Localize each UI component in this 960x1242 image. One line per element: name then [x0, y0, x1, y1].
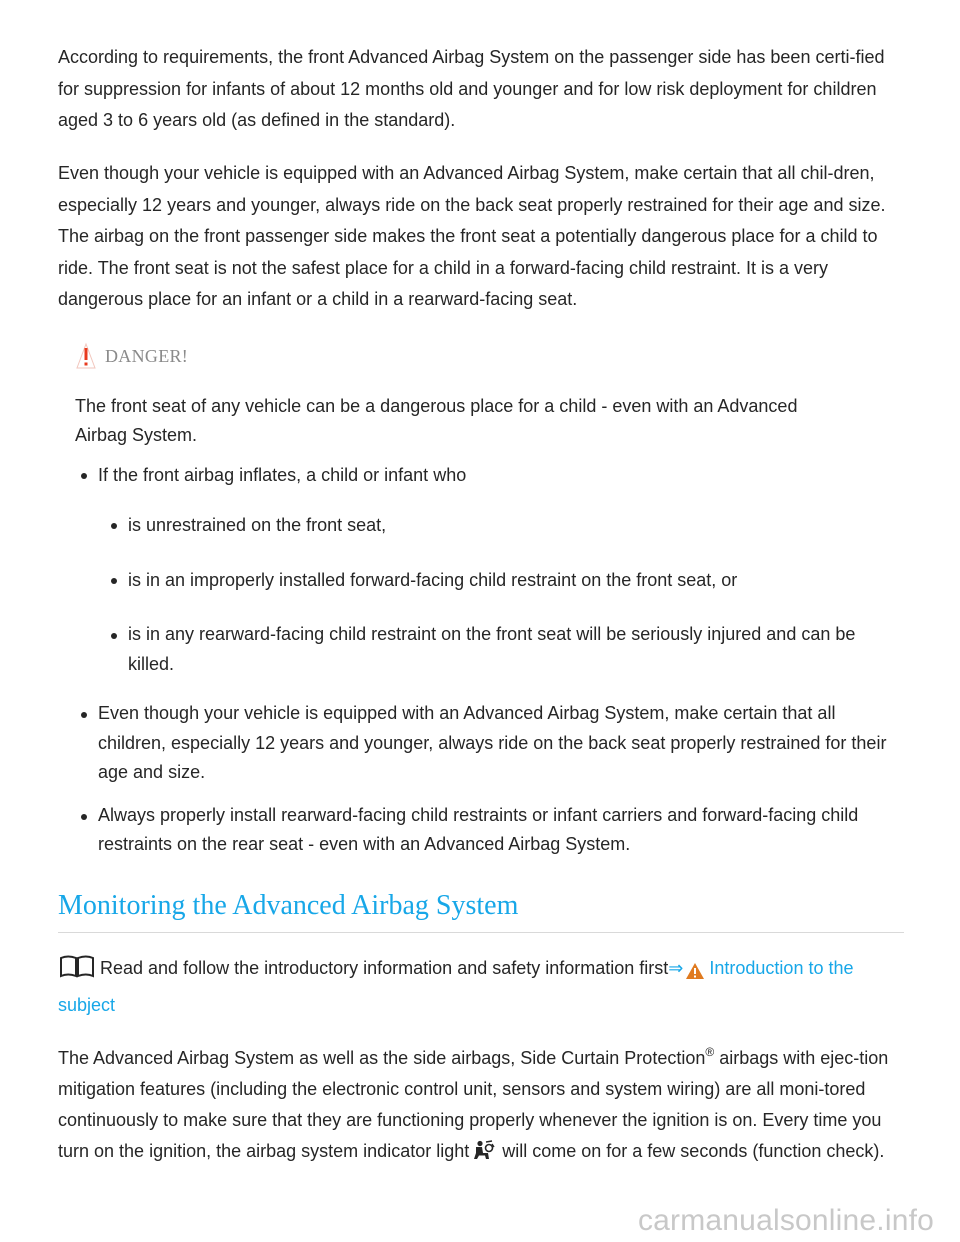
danger-title: DANGER!	[105, 345, 189, 366]
danger-icon	[75, 342, 97, 370]
danger-intro: The front seat of any vehicle can be a dangerous place for a child - even with an Advanced Airbag System.	[75, 396, 798, 445]
intro-text: Read and follow the introductory information and safety information first	[100, 958, 669, 978]
danger-bullet-list	[75, 460, 895, 860]
warning-icon	[685, 959, 705, 990]
section-heading: Monitoring the Advanced Airbag System	[58, 888, 904, 933]
list-item: Always properly install rearward-facing child restraints or infant carriers and forward-facing child restraints on the rear seat - even with an Advanced Airbag System.	[98, 801, 895, 860]
list-item: is in any rearward-facing child restraint on the front seat will be seriously injured and can be killed.	[128, 620, 895, 679]
list-item: is in an improperly installed forward-facing child restraint on the front seat, or	[128, 565, 895, 595]
watermark: carmanualsonline.info	[637, 1204, 934, 1237]
list-item: Even though your vehicle is equipped with an Advanced Airbag System, make certain that all children, especially 12 years and younger, always ride on the back seat properly restrained for their age and size.	[98, 699, 895, 788]
introduction-link[interactable]: Introduction to the subject	[58, 958, 854, 1015]
arrow-link[interactable]: ⇒	[668, 958, 684, 978]
paragraph-airbag-certification: According to requirements, the front Advanced Airbag System on the passenger side has been certi-fied for suppression for infants of about 12 months old and younger and for low risk deployment for children aged 3 to 6 years old (as defined in the standard).	[58, 47, 885, 130]
list-item: is unrestrained on the front seat,	[128, 510, 895, 540]
danger-box	[75, 338, 895, 873]
airbag-indicator-icon	[471, 1139, 495, 1170]
paragraph-monitoring: The Advanced Airbag System as well as the side airbags, Side Curtain Protection® airbags with ejec-tion mitigation features (including the electronic control unit, sensors and system wiring) are all moni-tored continuously to make sure that they are functioning properly whenever the ignition is on. Every time you turn on the ignition, the airbag system indicator light will come on for a few seconds (function check).	[58, 1043, 904, 1170]
paragraph-child-seating: Even though your vehicle is equipped with an Advanced Airbag System, make certain that all chil-dren, especially 12 years and younger, always ride on the back seat properly restrained for their age and size. The airbag on the front passenger side makes the front seat a potentially dangerous place for a child to ride. The front seat is not the safest place for a child in a forward-facing child restraint. It is a very dangerous place for an infant or a child in a rearward-facing seat.	[58, 163, 886, 309]
danger-header	[75, 338, 895, 374]
registered-mark: ®	[705, 1045, 715, 1059]
list-item: If the front airbag inflates, a child or infant who is unrestrained on the front seat, is in an improperly installed forward-facing child restraint on the front seat, or is in any rearward-facing child restraint on the front seat will be seriously injured and can be killed.	[98, 460, 895, 679]
sub-bullet-list	[98, 510, 895, 679]
introductory-note	[58, 953, 904, 1021]
book-icon	[58, 954, 96, 988]
